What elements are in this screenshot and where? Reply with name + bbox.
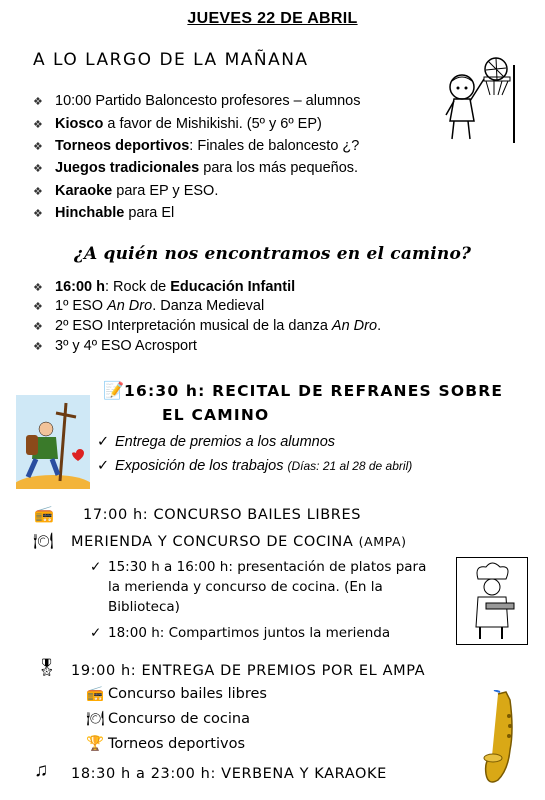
check-icon: ✓ <box>90 559 102 575</box>
diamond-bullet-icon: ❖ <box>33 163 43 175</box>
list-item: ❖ 16:00 h: Rock de Educación Infantil <box>33 279 296 295</box>
list-item: ❖ 1º ESO An Dro. Danza Medieval <box>33 298 265 314</box>
camino-heading: ¿A quién nos encontramos en el camino? <box>73 244 472 264</box>
list-item: ❖ 2º ESO Interpretación musical de la danza An Dro. <box>33 318 382 334</box>
list-item: ❖ Juegos tradicionales para los más pequeños. <box>33 160 359 176</box>
diamond-bullet-icon: ❖ <box>33 208 43 220</box>
basketball-player-illustration <box>440 55 520 145</box>
diamond-bullet-icon: ❖ <box>33 321 43 333</box>
trophy-icon: 🏆 <box>86 736 105 752</box>
list-item: 🏆 Torneos deportivos <box>86 736 245 752</box>
list-item: ✓ Exposición de los trabajos (Días: 21 al 28 de abril) <box>97 458 413 474</box>
check-icon: ✓ <box>90 625 102 641</box>
diamond-bullet-icon: ❖ <box>33 119 43 131</box>
notebook-icon: 📝 <box>103 381 125 400</box>
merienda-item-1: ✓ 15:30 h a 16:00 h: presentación de platos para la merienda y concurso de cocina. (En la Biblioteca) <box>90 559 427 615</box>
diamond-bullet-icon: ❖ <box>33 301 43 313</box>
list-item: ❖ Kiosco a favor de Mishikishi. (5º y 6º EP) <box>33 116 322 132</box>
recital-heading-line2: EL CAMINO <box>162 406 270 424</box>
diamond-bullet-icon: ❖ <box>33 341 43 353</box>
list-item: ❖ Hinchable para El <box>33 205 175 221</box>
list-item: 📻 Concurso bailes libres <box>86 686 267 702</box>
check-icon: ✓ <box>97 434 110 450</box>
recital-heading-line1: 16:30 h: RECITAL DE REFRANES SOBRE <box>124 382 504 400</box>
radio-icon: 📻 <box>34 506 54 523</box>
list-item: ✓ Entrega de premios a los alumnos <box>97 434 336 450</box>
radio-icon: 📻 <box>86 686 105 702</box>
diamond-bullet-icon: ❖ <box>33 96 43 108</box>
morning-heading: A LO LARGO DE LA MAÑANA <box>33 50 309 70</box>
verbena-heading: 18:30 h a 23:00 h: VERBENA Y KARAOKE <box>71 766 387 782</box>
music-note-icon: ♫ <box>34 760 49 781</box>
list-item: 🍽 Concurso de cocina <box>86 711 250 727</box>
list-item: ❖ Torneos deportivos: Finales de baloncesto ¿? <box>33 138 360 154</box>
ampa-heading: 19:00 h: ENTREGA DE PREMIOS POR EL AMPA <box>71 663 426 679</box>
merienda-item-2: ✓ 18:00 h: Compartimos juntos la merienda <box>90 625 391 641</box>
merienda-heading: MERIENDA Y CONCURSO DE COCINA (AMPA) <box>71 534 407 550</box>
saxophone-illustration <box>480 690 530 790</box>
diamond-bullet-icon: ❖ <box>33 282 43 294</box>
plate-cutlery-icon: 🍽 <box>33 533 54 550</box>
list-item: ❖ 3º y 4º ESO Acrosport <box>33 338 197 354</box>
list-item: ❖ 10:00 Partido Baloncesto profesores – alumnos <box>33 93 361 109</box>
diamond-bullet-icon: ❖ <box>33 141 43 153</box>
plate-cutlery-icon: 🍽 <box>86 711 105 727</box>
bailes-heading: 17:00 h: CONCURSO BAILES LIBRES <box>83 507 362 523</box>
pilgrim-illustration <box>16 395 90 489</box>
check-icon: ✓ <box>97 458 110 474</box>
diamond-bullet-icon: ❖ <box>33 186 43 198</box>
medal-icon: 🎖 <box>36 658 58 677</box>
chef-illustration <box>456 557 528 645</box>
list-item: ❖ Karaoke para EP y ESO. <box>33 183 219 199</box>
page-title: JUEVES 22 DE ABRIL <box>187 10 358 27</box>
